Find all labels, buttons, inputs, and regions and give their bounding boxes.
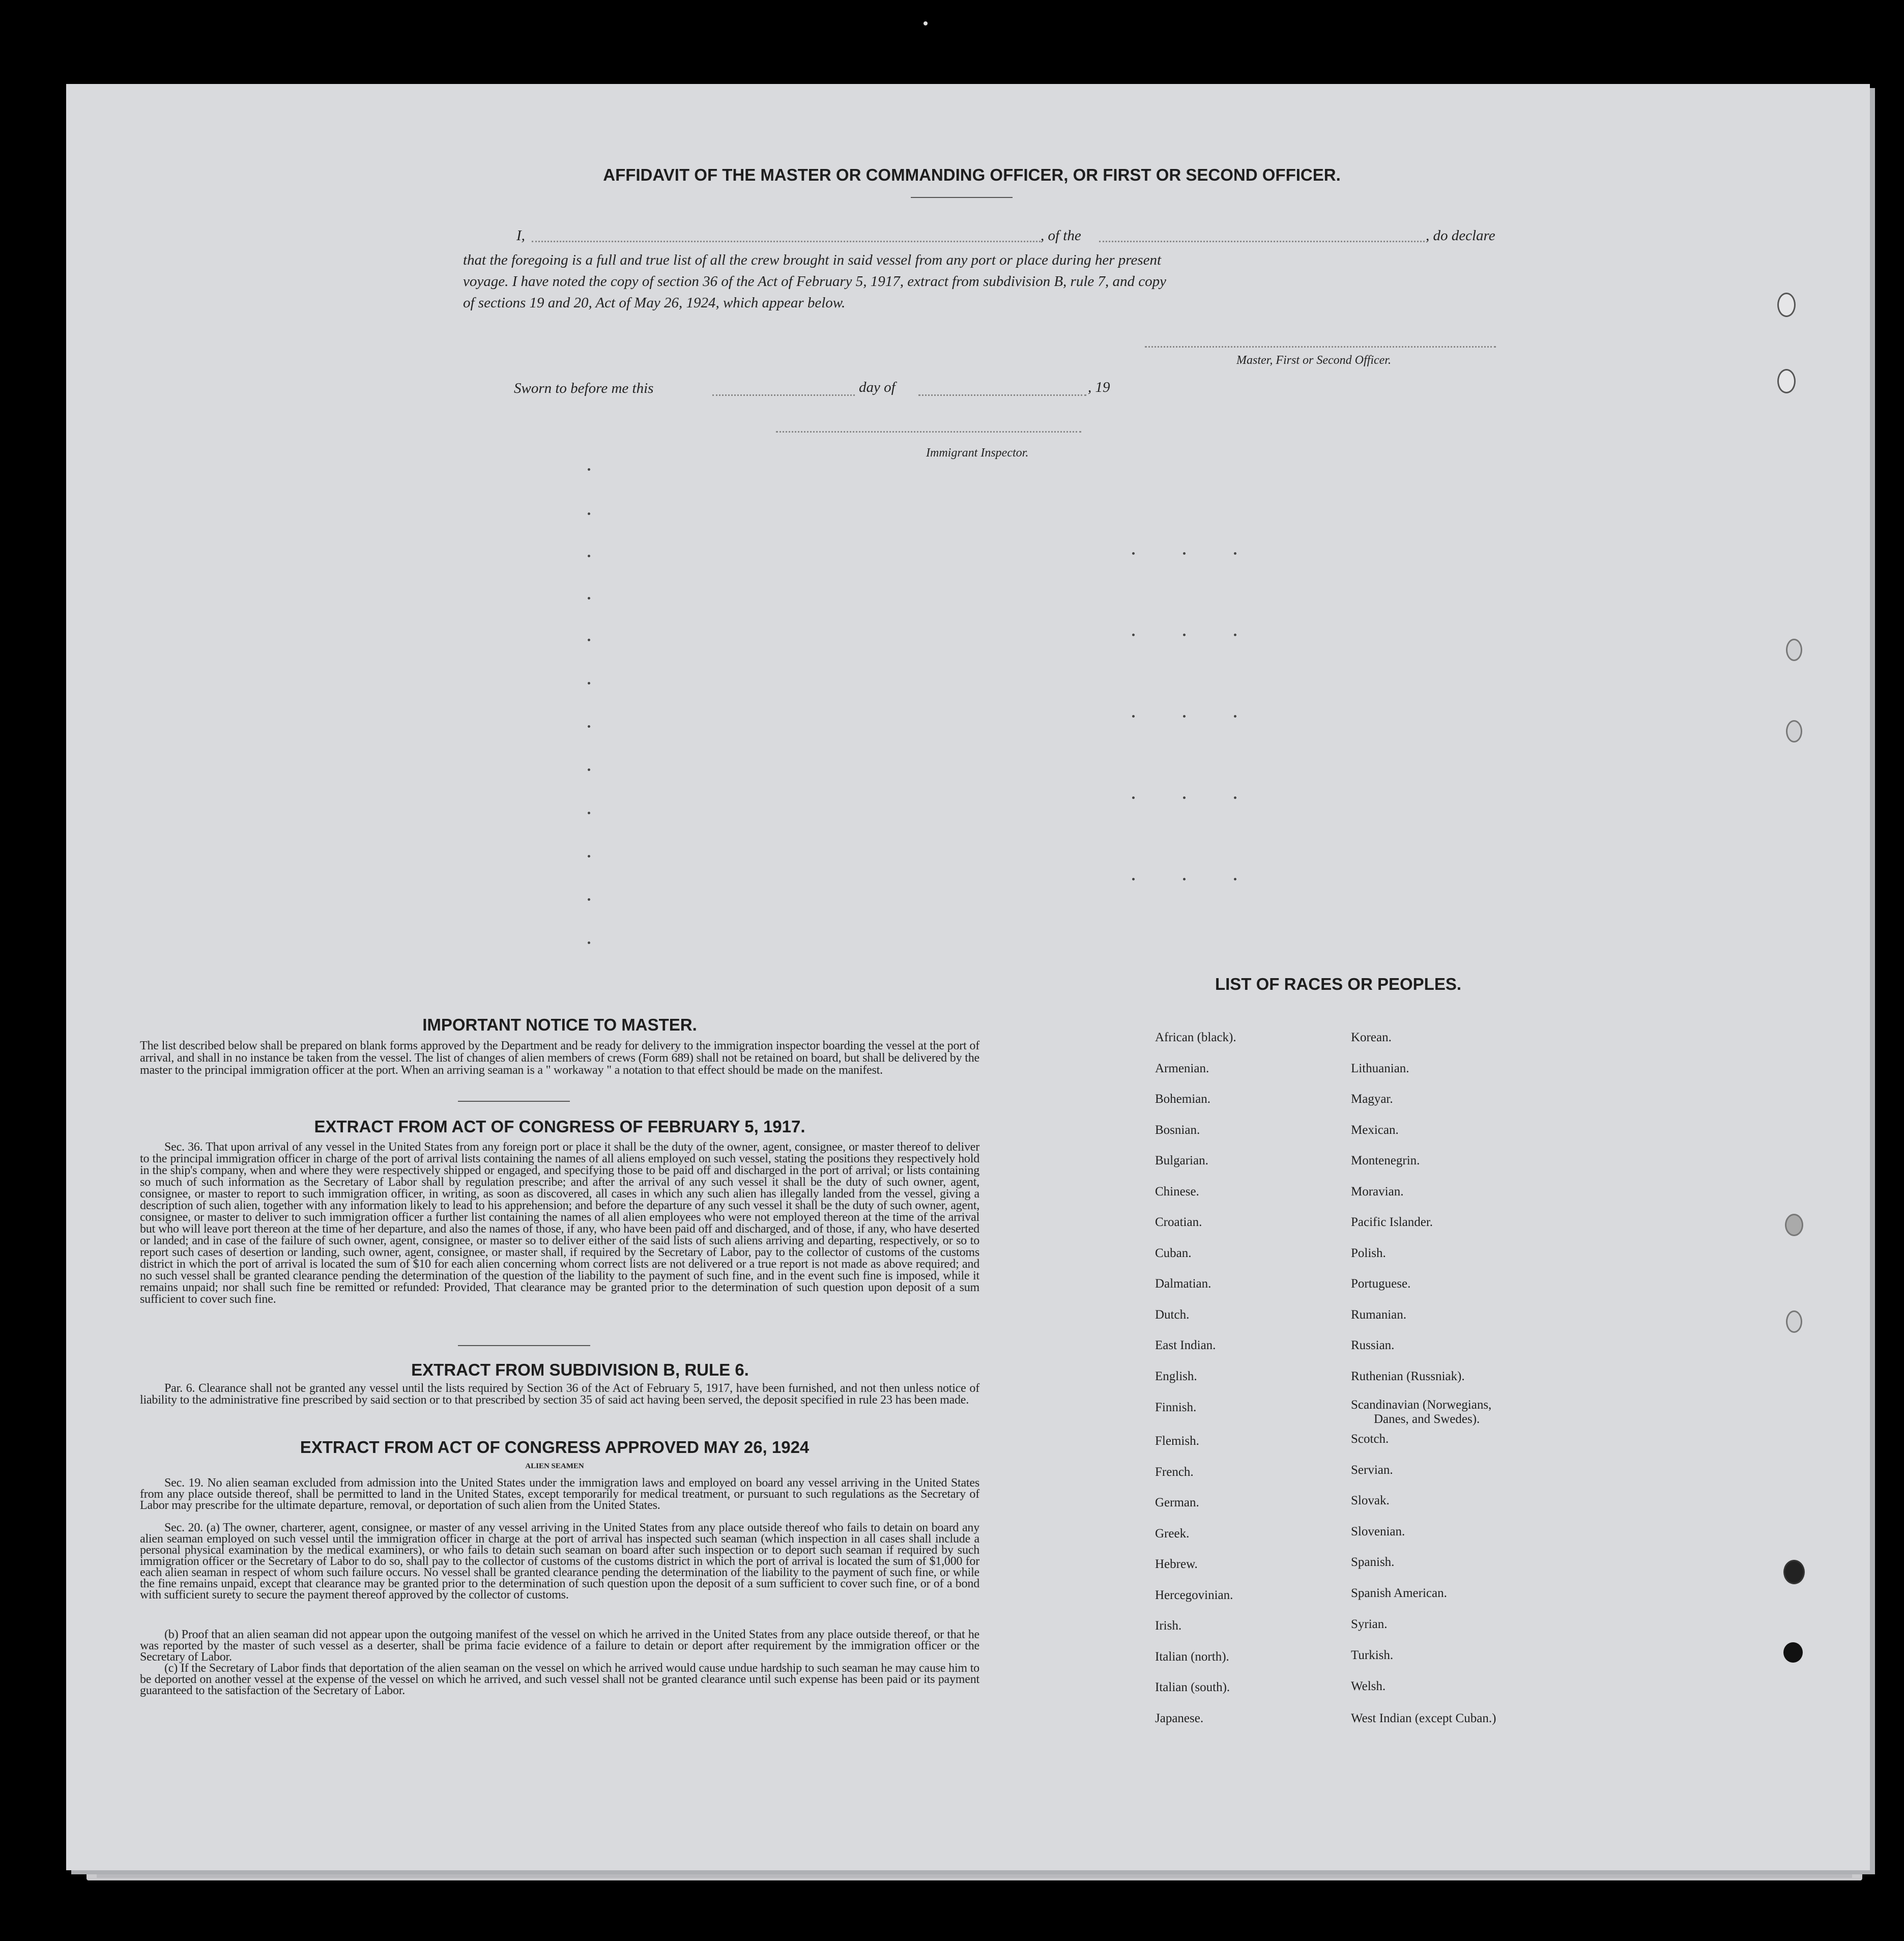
extract-1924-sec19: Sec. 19. No alien seaman excluded from admission into the United States under the immigration laws and employed on board any vessel arriving in the United States from any place outside thereof, shall be permitted to land in the United States, except temporarily for medical treatment, or pursuant to such regulations as the Secretary of Labor may prescribe for the ultimate departure, removal, or deportation of such alien from the United States. <box>140 1476 979 1512</box>
vessel-field[interactable] <box>1099 241 1425 242</box>
speck <box>588 468 590 471</box>
race-item: Scotch. <box>1351 1432 1389 1446</box>
speck <box>588 639 590 641</box>
punch-hole-icon <box>1783 1642 1803 1663</box>
race-item: Bulgarian. <box>1155 1154 1208 1167</box>
race-item: Russian. <box>1351 1338 1395 1352</box>
i-label: I, <box>516 227 525 244</box>
race-item: Flemish. <box>1155 1434 1199 1448</box>
master-signature-field[interactable] <box>1145 346 1496 348</box>
race-item: Italian (south). <box>1155 1680 1230 1694</box>
speck <box>1132 796 1135 799</box>
race-item: West Indian (except Cuban.) <box>1351 1711 1496 1725</box>
race-item: Lithuanian. <box>1351 1062 1409 1075</box>
speck <box>1132 878 1135 880</box>
speck <box>588 768 590 771</box>
race-item: Turkish. <box>1351 1648 1394 1662</box>
notice-title: IMPORTANT NOTICE TO MASTER. <box>422 1015 697 1034</box>
punch-hole-icon <box>1777 369 1796 393</box>
affidavit-body-line3: of sections 19 and 20, Act of May 26, 1924, which appear below. <box>463 295 846 311</box>
race-item: Magyar. <box>1351 1092 1393 1106</box>
speck <box>588 555 590 557</box>
race-item: Hebrew. <box>1155 1557 1198 1571</box>
form-page <box>66 84 1870 1870</box>
title-rule <box>911 197 1013 198</box>
declare-label: , do declare <box>1426 227 1495 244</box>
race-item: German. <box>1155 1496 1199 1509</box>
day-of-label: day of <box>859 379 896 395</box>
race-item: East Indian. <box>1155 1338 1216 1352</box>
of-the-label: , of the <box>1041 227 1081 244</box>
race-item: Japanese. <box>1155 1711 1204 1725</box>
speck <box>1183 715 1186 718</box>
race-item: Syrian. <box>1351 1617 1388 1631</box>
race-item: French. <box>1155 1465 1194 1479</box>
race-item: Irish. <box>1155 1619 1182 1633</box>
race-item: Moravian. <box>1351 1185 1404 1198</box>
race-item: Pacific Islander. <box>1351 1215 1433 1229</box>
year-label: , 19 <box>1088 379 1110 395</box>
race-item: Korean. <box>1351 1031 1392 1044</box>
race-item: Cuban. <box>1155 1246 1192 1260</box>
punch-hole-icon <box>1786 720 1802 743</box>
name-field[interactable] <box>532 241 1041 242</box>
speck <box>588 812 590 814</box>
race-item: Mexican. <box>1351 1123 1399 1137</box>
speck <box>1183 796 1186 799</box>
speck <box>588 682 590 684</box>
race-item: Greek. <box>1155 1527 1190 1540</box>
race-item: Welsh. <box>1351 1679 1386 1693</box>
speck <box>924 21 928 25</box>
rule6-title: EXTRACT FROM SUBDIVISION B, RULE 6. <box>411 1360 749 1379</box>
speck <box>588 725 590 728</box>
rule6-text: Par. 6. Clearance shall not be granted any vessel until the lists required by Section 36 of the Act of February 5, 1917, have been furnished, and not then unless notice of liability to the administrative fine prescribed by said section or to that prescribed by section 35 of said act having been served, the deposit specified in rule 23 has been made. <box>140 1382 979 1407</box>
inspector-signature-field[interactable] <box>776 431 1081 433</box>
extract-1924-title: EXTRACT FROM ACT OF CONGRESS APPROVED MAY 26, 1924 <box>300 1438 810 1457</box>
punch-hole-icon <box>1786 639 1802 661</box>
speck <box>1234 878 1236 880</box>
race-item: Ruthenian (Russniak). <box>1351 1369 1465 1383</box>
speck <box>1234 796 1236 799</box>
extract-1924-sec20b: (b) Proof that an alien seaman did not appear upon the outgoing manifest of the vessel on which he arrived in the United States from any place outside thereof, or that he was reported by the master of such vessel as a deserter, shall be prima facie evidence of a failure to detain or deport after requirement by the immigration officer or the Secretary of Labor. <box>140 1628 979 1664</box>
race-item: Spanish American. <box>1351 1586 1447 1600</box>
race-item: Finnish. <box>1155 1401 1197 1414</box>
speck <box>1132 715 1135 718</box>
race-item: Bosnian. <box>1155 1123 1200 1137</box>
punch-hole-icon <box>1785 1214 1803 1236</box>
race-item: Dutch. <box>1155 1308 1190 1322</box>
race-item: Slovenian. <box>1351 1525 1405 1538</box>
extract-1924-sec20c: (c) If the Secretary of Labor finds that deportation of the alien seaman on the vessel on which he arrived would cause undue hardship to such seaman he may cause him to be deported on another vessel at the expense of the vessel on which he arrived, and such vessel shall not be granted clearance until such expense has been paid or its payment guaranteed to the satisfaction of the Secretary of Labor. <box>140 1662 979 1697</box>
master-signature-label: Master, First or Second Officer. <box>1236 354 1391 367</box>
race-item: Polish. <box>1351 1246 1386 1260</box>
extract-1917-text: Sec. 36. That upon arrival of any vessel in the United States from any foreign port or place it shall be the duty of the owner, agent, consignee, or master thereof to deliver to the principal immigration officer in charge of the port of arrival lists containing the names of all aliens employed on such vessel, stating the positions they respectively hold in the ship's company, when and where they were respectively shipped or engaged, and specifying those to be paid off and discharged in the port of arrival; or lists containing so much of such information as the Secretary of Labor shall by regulation prescribe; and after the arrival of any such vessel it shall be the duty of such owner, agent, consignee, or master to report to such immigration officer, in writing, as soon as discovered, all cases in which any such alien has illegally landed from the vessel, giving a description of such alien, together with any information likely to lead to his apprehension; and before the departure of any such vessel it shall be the duty of such owner, agent, consignee, or master to deliver to such immigration officer a further list containing the names of all alien employees who were not employed thereon at the time of the arrival but who will leave port thereon at the time of her departure, and also the names of those, if any, who have been paid off and discharged, and of those, if any, who have deserted or landed; and in case of the failure of such owner, agent, consignee, or master so to deliver either of the said lists of such aliens arriving and departing, respectively, or so to report such cases of desertion or landing, such owner, agent, consignee, or master shall, if required by the Secretary of Labor, pay to the collector of customs of the customs district in which the port of arrival is located the sum of $10 for each alien concerning whom correct lists are not delivered or a true report is not made as above required; and no such vessel shall be granted clearance pending the determination of the question of the liability to the payment of such fine, and in the event such fine is imposed, while it remains unpaid; nor shall such fine be remitted or refunded: Provided, That clearance may be granted prior to the determination of such question upon deposit of a sum sufficient to cover such fine. <box>140 1140 979 1306</box>
affidavit-body-line1: that the foregoing is a full and true list of all the crew brought in said vessel from any port or place during her present <box>463 252 1162 268</box>
race-item-continuation: Danes, and Swedes). <box>1374 1412 1480 1426</box>
notice-text: The list described below shall be prepared on blank forms approved by the Department and be ready for delivery to the immigration inspector boarding the vessel at the port of arrival, and shall in no instance be taken from the vessel. The list of changes of alien members of crews (Form 689) shall not be retained on board, but shall be delivered by the master to the principal immigration officer at the port. When an arriving seaman is a " workaway " a notation to that effect should be made on the manifest. <box>140 1039 979 1077</box>
race-item: Slovak. <box>1351 1494 1390 1507</box>
race-item: Servian. <box>1351 1463 1393 1477</box>
speck <box>588 941 590 944</box>
race-item: Hercegovinian. <box>1155 1588 1233 1602</box>
speck <box>1183 634 1186 636</box>
affidavit-body-line2: voyage. I have noted the copy of section 36 of the Act of February 5, 1917, extract from subdivision B, rule 7, and copy <box>463 273 1167 290</box>
extract-1924-subtitle: ALIEN SEAMEN <box>525 1462 584 1470</box>
punch-hole-icon <box>1783 1560 1805 1584</box>
race-item: Dalmatian. <box>1155 1277 1211 1291</box>
extract-1924-sec20a: Sec. 20. (a) The owner, charterer, agent, consignee, or master of any vessel arriving in the United States from any place outside thereof who fails to detain on board any alien seaman employed on such vessel until the immigration officer in charge at the port of arrival has inspected such seaman (which inspection in all cases shall include a personal physical examination by the medical examiners), or who fails to detain such seaman on board after such inspection or to deport such seaman if required by such immigration officer or the Secretary of Labor to do so, shall pay to the collector of customs of the customs district in which the port of arrival is located the sum of $1,000 for each alien seaman in respect of whom such failure occurs. No vessel shall be granted clearance pending the determination of the liability to the payment of such fine, or while the fine remains unpaid, except that clearance may be granted prior to the determination of such question upon the deposit of a sum sufficient to cover such fine, or of a bond with sufficient surety to secure the payment thereof approved by the collector of customs. <box>140 1521 979 1602</box>
affidavit-title: AFFIDAVIT OF THE MASTER OR COMMANDING OFFICER, OR FIRST OR SECOND OFFICER. <box>603 165 1341 184</box>
notice-rule <box>458 1101 570 1102</box>
speck <box>588 512 590 515</box>
race-item: Armenian. <box>1155 1062 1209 1075</box>
punch-hole-icon <box>1786 1310 1802 1333</box>
sworn-month-field[interactable] <box>918 394 1086 396</box>
races-title: LIST OF RACES OR PEOPLES. <box>1215 975 1462 993</box>
speck <box>588 855 590 858</box>
race-item: Italian (north). <box>1155 1650 1229 1664</box>
speck <box>1132 552 1135 555</box>
speck <box>588 898 590 901</box>
race-item: Portuguese. <box>1351 1277 1411 1291</box>
speck <box>1234 715 1236 718</box>
race-item: English. <box>1155 1369 1197 1383</box>
speck <box>1183 552 1186 555</box>
race-item: Spanish. <box>1351 1555 1395 1569</box>
sworn-label: Sworn to before me this <box>514 380 654 396</box>
race-item: Rumanian. <box>1351 1308 1407 1322</box>
speck <box>1132 634 1135 636</box>
race-item: Scandinavian (Norwegians, <box>1351 1398 1492 1412</box>
race-item: Montenegrin. <box>1351 1154 1420 1167</box>
punch-hole-icon <box>1777 293 1796 317</box>
inspector-label: Immigrant Inspector. <box>926 446 1029 460</box>
race-item: Bohemian. <box>1155 1092 1211 1106</box>
speck <box>1234 552 1236 555</box>
extract-1917-title: EXTRACT FROM ACT OF CONGRESS OF FEBRUARY 5, 1917. <box>314 1117 805 1136</box>
speck <box>588 597 590 600</box>
race-item: Chinese. <box>1155 1185 1199 1198</box>
race-item: African (black). <box>1155 1031 1236 1044</box>
speck <box>1234 634 1236 636</box>
sworn-day-field[interactable] <box>712 394 855 396</box>
race-item: Croatian. <box>1155 1215 1202 1229</box>
speck <box>1183 878 1186 880</box>
extract-1917-rule <box>458 1345 590 1346</box>
